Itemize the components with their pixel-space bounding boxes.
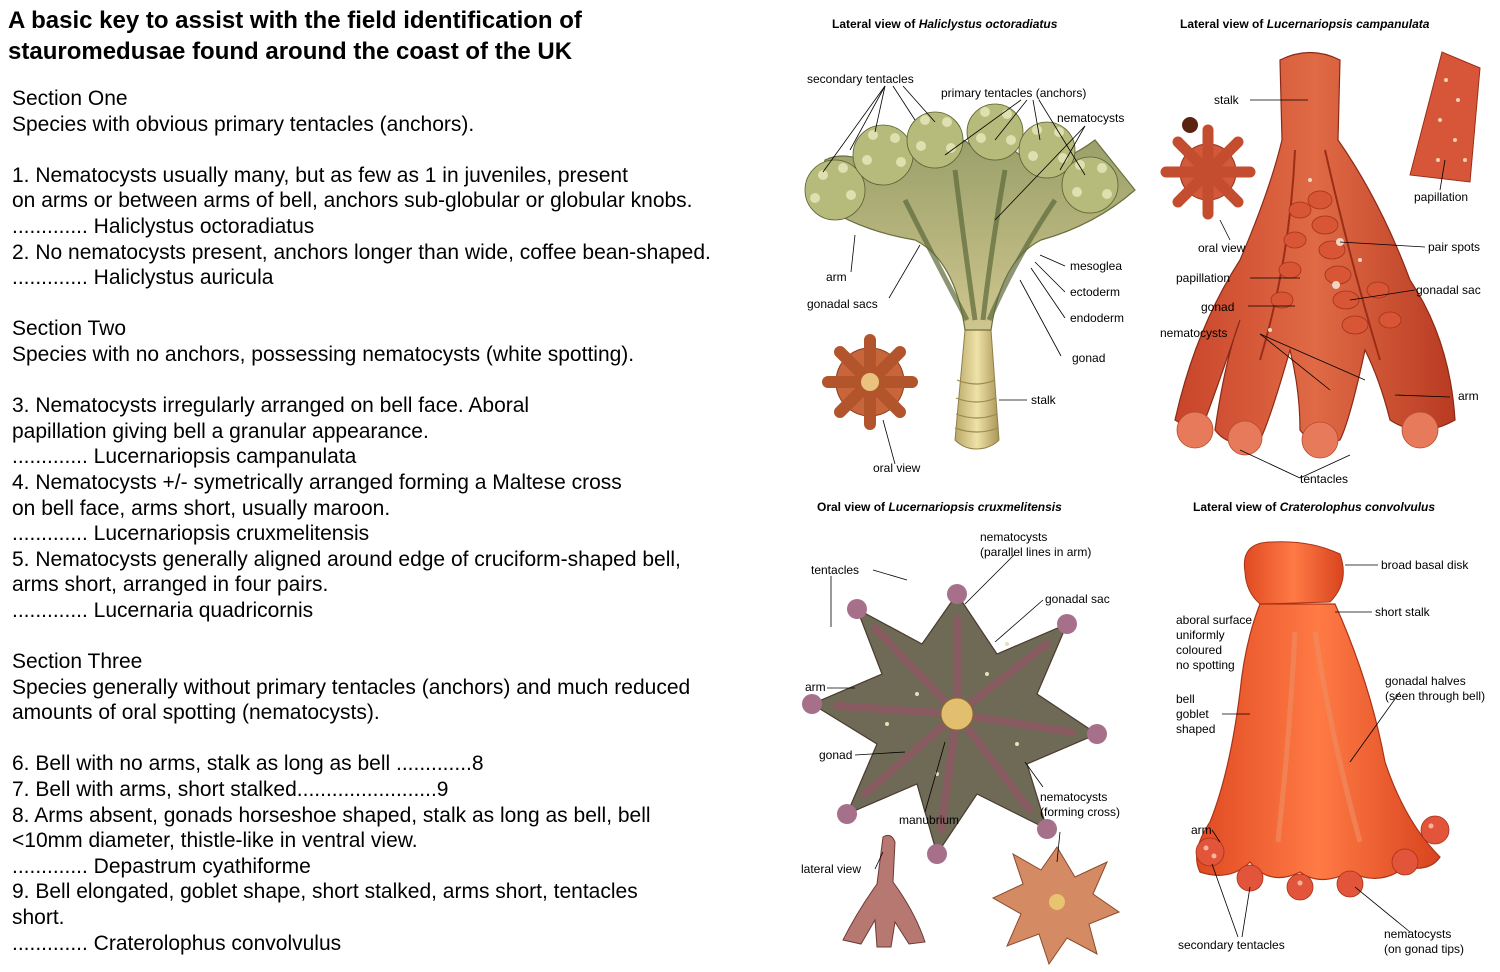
panel-3-title: Oral view of Lucernariopsis cruxmelitensis xyxy=(817,500,1062,514)
label-gonad: gonad xyxy=(819,748,853,762)
label-gonadal-halves: gonadal halves (seen through bell) xyxy=(1385,674,1486,703)
label-ectoderm: ectoderm xyxy=(1070,285,1121,299)
label-nematocysts-gonad-tips: nematocysts (on gonad tips) xyxy=(1384,927,1465,956)
oral-view-thumbnail xyxy=(1166,117,1250,214)
label-tentacles: tentacles xyxy=(811,563,860,577)
label-secondary-tentacles: secondary tentacles xyxy=(807,72,914,86)
panel-2-title: Lateral view of Lucernariopsis campanulata xyxy=(1180,17,1430,31)
title-line-1: A basic key to assist with the field identification of xyxy=(8,7,582,34)
couplet-5-line-2: arms short, arranged in four pairs. xyxy=(12,573,329,597)
couplet-8-line-1: 8. Arms absent, gonads horseshoe shaped, stalk as long as bell, bell xyxy=(12,803,651,827)
spacer xyxy=(12,726,792,752)
couplet-5-species: ............. Lucernaria quadricornis xyxy=(12,598,314,622)
label-bell-goblet-shaped: bell goblet shaped xyxy=(1176,692,1216,736)
couplet-2-line-1: 2. No nematocysts present, anchors longer than wide, coffee bean-shaped. xyxy=(12,240,711,264)
label-gonadal-sac: gonadal sac xyxy=(1045,592,1110,606)
page-title xyxy=(8,5,582,67)
label-stalk: stalk xyxy=(1214,93,1239,107)
oral-view-thumbnail xyxy=(828,340,912,424)
couplet-7: 7. Bell with arms, short stalked........................9 xyxy=(12,778,449,802)
couplet-3-line-1: 3. Nematocysts irregularly arranged on bell face. Aboral xyxy=(12,394,530,418)
label-gonadal-sac: gonadal sac xyxy=(1416,283,1481,297)
section-two-description: Species with no anchors, possessing nematocysts (white spotting). xyxy=(12,342,635,366)
couplet-3-species: ............. Lucernariopsis campanulata xyxy=(12,445,357,469)
label-pair-spots: pair spots xyxy=(1428,240,1481,254)
label-arm: arm xyxy=(1191,823,1212,837)
label-lateral-view: lateral view xyxy=(801,862,862,876)
couplet-1-line-1: 1. Nematocysts usually many, but as few as 1 in juveniles, present xyxy=(12,163,628,187)
label-arm: arm xyxy=(805,680,826,694)
panel-haliclystus-octoradiatus xyxy=(795,0,1140,490)
couplet-9-line-1: 9. Bell elongated, goblet shape, short stalked, arms short, tentacles xyxy=(12,880,638,904)
couplet-6: 6. Bell with no arms, stalk as long as bell .............8 xyxy=(12,752,484,776)
label-oral-view: oral view xyxy=(1198,241,1246,255)
label-mesoglea: mesoglea xyxy=(1070,259,1123,273)
label-secondary-tentacles: secondary tentacles xyxy=(1178,938,1285,952)
label-primary-tentacles: primary tentacles (anchors) xyxy=(941,86,1087,100)
panel-craterolophus-convolvulus xyxy=(1150,492,1500,970)
small-oral-view xyxy=(993,847,1119,964)
panel-lucernariopsis-cruxmelitensis xyxy=(795,492,1145,970)
couplet-9-species: ............. Craterolophus convolvulus xyxy=(12,931,342,955)
lateral-view-thumbnail xyxy=(843,835,925,947)
label-broad-basal-disk: broad basal disk xyxy=(1381,558,1469,572)
section-three-description-line-2: amounts of oral spotting (nematocysts). xyxy=(12,701,380,725)
spacer xyxy=(12,291,792,317)
label-aboral-surface: aboral surface uniformly coloured no spotting xyxy=(1176,613,1253,672)
couplet-4-line-2: on bell face, arms short, usually maroon. xyxy=(12,496,391,520)
title-line-2: stauromedusae found around the coast of the UK xyxy=(8,38,573,65)
spacer xyxy=(12,623,792,649)
panel-lucernariopsis-campanulata xyxy=(1150,0,1500,490)
section-two-heading: Section Two xyxy=(12,317,127,341)
section-one-heading: Section One xyxy=(12,87,128,110)
label-arm: arm xyxy=(826,270,847,284)
label-papillation-top: papillation xyxy=(1414,190,1469,204)
spacer xyxy=(12,368,792,394)
label-nematocysts-parallel-lines: nematocysts (parallel lines in arm) xyxy=(980,530,1092,559)
couplet-1-species: ............. Haliclystus octoradiatus xyxy=(12,214,315,238)
couplet-4-line-1: 4. Nematocysts +/- symetrically arranged forming a Maltese cross xyxy=(12,470,622,494)
section-three-heading: Section Three xyxy=(12,650,143,674)
label-stalk: stalk xyxy=(1031,393,1056,407)
identification-key xyxy=(12,86,792,956)
label-papillation: papillation xyxy=(1176,271,1231,285)
label-nematocysts-forming-cross: nematocysts (forming cross) xyxy=(1040,790,1121,819)
panel-1-title: Lateral view of Haliclystus octoradiatus xyxy=(832,17,1058,31)
couplet-9-line-2: short. xyxy=(12,906,65,929)
couplet-3-line-2: papillation giving bell a granular appearance. xyxy=(12,419,429,443)
label-endoderm: endoderm xyxy=(1070,311,1125,325)
couplet-8-species: ............. Depastrum cyathiforme xyxy=(12,854,311,878)
label-arm: arm xyxy=(1458,389,1479,403)
label-gonad: gonad xyxy=(1201,300,1235,314)
label-short-stalk: short stalk xyxy=(1375,605,1430,619)
spacer xyxy=(12,137,792,163)
couplet-2-species: ............. Haliclystus auricula xyxy=(12,266,274,290)
label-nematocysts: nematocysts xyxy=(1160,326,1228,340)
label-manubrium: manubrium xyxy=(899,813,960,827)
couplet-5-line-1: 5. Nematocysts generally aligned around edge of cruciform-shaped bell, xyxy=(12,547,681,571)
couplet-1-line-2: on arms or between arms of bell, anchors sub-globular or globular knobs. xyxy=(12,189,693,213)
panel-4-title: Lateral view of Craterolophus convolvulus xyxy=(1193,500,1436,514)
label-gonad: gonad xyxy=(1072,351,1106,365)
papillation-closeup xyxy=(1410,52,1480,182)
section-three-description-line-1: Species generally without primary tentacles (anchors) and much reduced xyxy=(12,675,691,699)
label-oral-view: oral view xyxy=(873,461,921,475)
label-gonadal-sacs: gonadal sacs xyxy=(807,297,878,311)
couplet-8-line-2: <10mm diameter, thistle-like in ventral view. xyxy=(12,829,418,853)
couplet-4-species: ............. Lucernariopsis cruxmelitensis xyxy=(12,522,370,546)
section-one-description: Species with obvious primary tentacles (anchors). xyxy=(12,112,475,136)
label-nematocysts: nematocysts xyxy=(1057,111,1125,125)
label-tentacles: tentacles xyxy=(1300,472,1349,486)
